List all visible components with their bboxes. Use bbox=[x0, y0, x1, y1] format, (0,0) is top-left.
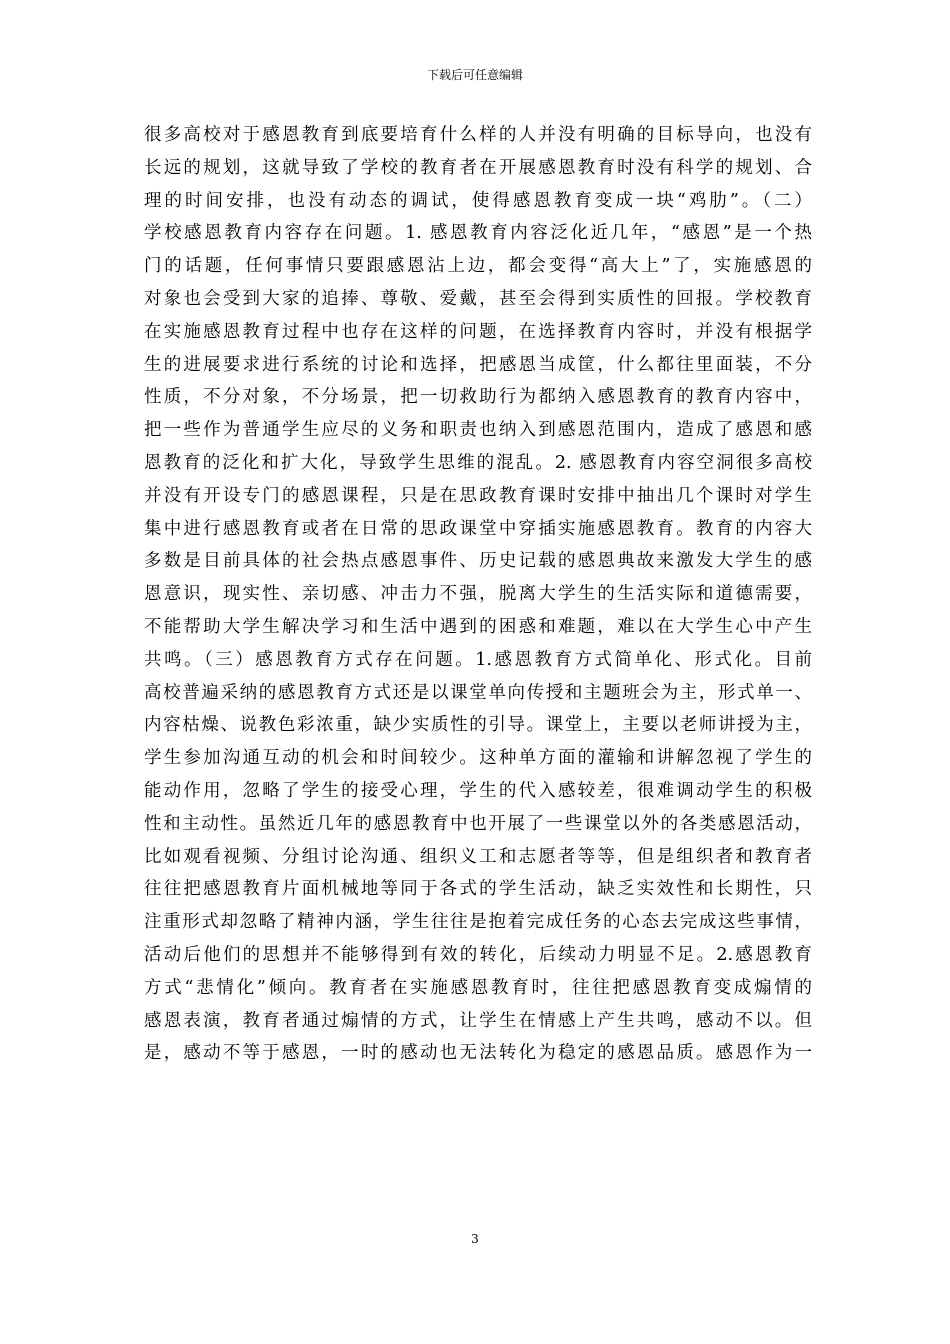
text-line: 长远的规划，这就导致了学校的教育者在开展感恩教育时没有科学的规划、合 bbox=[144, 157, 812, 178]
text-line: 不能帮助大学生解决学习和生活中遇到的困惑和难题，难以在大学生心中产生 bbox=[144, 616, 812, 637]
text-line: 性和主动性。虽然近几年的感恩教育中也开展了一些课堂以外的各类感恩活动， bbox=[144, 813, 812, 834]
text-line: 恩意识，现实性、亲切感、冲击力不强，脱离大学生的生活实际和道德需要， bbox=[144, 584, 812, 605]
text-line: 很多高校对于感恩教育到底要培育什么样的人并没有明确的目标导向，也没有 bbox=[144, 125, 812, 145]
text-line: 生的进展要求进行系统的讨论和选择，把感恩当成筐，什么都往里面装，不分 bbox=[144, 354, 812, 375]
text-line: 共鸣。（三）感恩教育方式存在问题。1.感恩教育方式简单化、形式化。目前 bbox=[144, 649, 812, 670]
page-number: 3 bbox=[471, 1232, 479, 1246]
text-line: 活动后他们的思想并不能够得到有效的转化，后续动力明显不足。2.感恩教育 bbox=[144, 944, 812, 965]
text-line: 是，感动不等于感恩，一时的感动也无法转化为稳定的感恩品质。感恩作为一 bbox=[144, 1043, 812, 1064]
text-line: 门的话题，任何事情只要跟感恩沾上边，都会变得“高大上”了，实施感恩的 bbox=[144, 256, 812, 277]
text-line: 恩教育的泛化和扩大化，导致学生思维的混乱。2. 感恩教育内容空洞很多高校 bbox=[144, 452, 812, 473]
text-line: 感恩表演，教育者通过煽情的方式，让学生在情感上产生共鸣，感动不以。但 bbox=[144, 1010, 812, 1031]
text-line: 理的时间安排，也没有动态的调试，使得感恩教育变成一块“鸡肋”。（二） bbox=[144, 190, 812, 211]
text-line: 高校普遍采纳的感恩教育方式还是以课堂单向传授和主题班会为主，形式单一、 bbox=[144, 682, 812, 703]
text-line: 内容枯燥、说教色彩浓重，缺少实质性的引导。课堂上，主要以老师讲授为主， bbox=[144, 715, 812, 736]
text-line: 在实施感恩教育过程中也存在这样的问题，在选择教育内容时，并没有根据学 bbox=[144, 321, 812, 342]
text-line: 方式“悲情化”倾向。教育者在实施感恩教育时，往往把感恩教育变成煽情的 bbox=[144, 977, 812, 998]
text-line: 对象也会受到大家的追捧、尊敬、爱戴，甚至会得到实质性的回报。学校教育 bbox=[144, 288, 812, 309]
text-line: 能动作用，忽略了学生的接受心理，学生的代入感较差，很难调动学生的积极 bbox=[144, 780, 812, 801]
text-line: 性质，不分对象，不分场景，把一切救助行为都纳入感恩教育的教育内容中， bbox=[144, 387, 812, 408]
text-line: 并没有开设专门的感恩课程，只是在思政教育课时安排中抽出几个课时对学生 bbox=[144, 485, 812, 506]
text-line: 把一些作为普通学生应尽的义务和职责也纳入到感恩范围内，造成了感恩和感 bbox=[144, 420, 812, 441]
text-line: 多数是目前具体的社会热点感恩事件、历史记载的感恩典故来激发大学生的感 bbox=[144, 551, 812, 572]
text-line: 往往把感恩教育片面机械地等同于各式的学生活动，缺乏实效性和长期性，只 bbox=[144, 879, 812, 900]
text-line: 集中进行感恩教育或者在日常的思政课堂中穿插实施感恩教育。教育的内容大 bbox=[144, 518, 812, 539]
text-line: 比如观看视频、分组讨论沟通、组织义工和志愿者等等，但是组织者和教育者 bbox=[144, 846, 812, 867]
body-text bbox=[144, 119, 812, 1070]
page-header: 下载后可任意编辑 bbox=[426, 68, 523, 82]
text-line: 学生参加沟通互动的机会和时间较少。这种单方面的灌输和讲解忽视了学生的 bbox=[144, 748, 812, 769]
text-line: 学校感恩教育内容存在问题。1. 感恩教育内容泛化近几年，“感恩”是一个热 bbox=[144, 223, 812, 244]
text-line: 注重形式却忽略了精神内涵，学生往往是抱着完成任务的心态去完成这些事情， bbox=[144, 912, 812, 933]
